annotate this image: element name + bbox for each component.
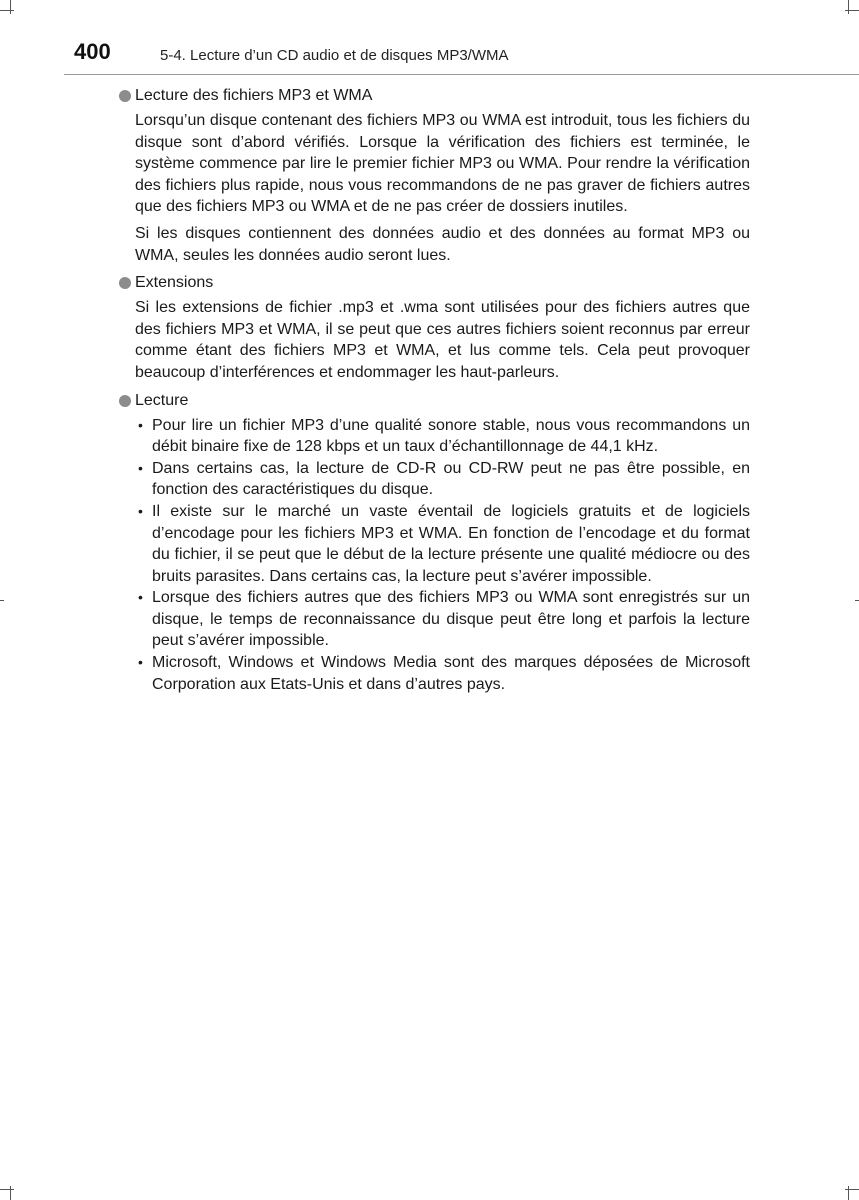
page-number: 400: [74, 39, 111, 64]
list-item: [135, 652, 750, 695]
paragraph: Si les extensions de fichier .mp3 et .wma sont utilisées pour des fichiers autres que des fichiers MP3 et WMA, il se peut que ces autres fichiers soient reconnus par erreur comme étant des fichiers MP3 et WMA, et lus comme tels. Cela peut provoquer beaucoup d’interférences et endommager les haut-parleurs.: [135, 299, 750, 381]
circle-bullet-icon: [119, 277, 131, 289]
heading-text: Extensions: [135, 274, 214, 292]
crop-mark-mid-right: [855, 600, 859, 601]
crop-mark-mid-left: [0, 600, 4, 601]
heading-text: Lecture: [135, 391, 189, 409]
list-item-text: Il existe sur le marché un vaste éventail de logiciels gratuits et de logiciels d’encodage pour les fichiers MP3 et WMA. En fonction de l’encodage et du format du fichier, il se peut que le début de la lecture présente une qualité médiocre ou des bruits parasites. Dans certains cas, la lecture peut s’avérer impossible.: [152, 502, 750, 585]
list-item: [135, 587, 750, 652]
bullet-icon: •: [138, 459, 143, 476]
crop-mark-bottom-right-h: [845, 1189, 859, 1190]
list-item-text: Pour lire un fichier MP3 d’une qualité sonore stable, nous vous recommandons un débit binaire fixe de 128 kbps et un taux d’échantillonnage de 44,1 kHz.: [152, 416, 750, 456]
section-heading-extensions: [118, 273, 758, 293]
section-heading-mp3-wma: [118, 86, 758, 106]
header-divider: [64, 74, 859, 75]
crop-mark-bottom-left-h: [0, 1189, 14, 1190]
list-item-text: Dans certains cas, la lecture de CD-R ou CD-RW peut ne pas être possible, en fonction des caractéristiques du disque.: [152, 459, 750, 499]
page-header: [0, 0, 859, 78]
list-item-text: Microsoft, Windows et Windows Media sont des marques déposées de Microsoft Corporation aux Etats-Unis et dans d’autres pays.: [152, 654, 750, 693]
paragraph: Si les disques contiennent des données audio et des données au format MP3 ou WMA, seules les données audio seront lues.: [135, 224, 750, 264]
heading-text: Lecture des fichiers MP3 et WMA: [135, 87, 373, 104]
page-content: [118, 86, 758, 695]
list-item: [135, 501, 750, 587]
section-title: 5-4. Lecture d’un CD audio et de disques MP3/WMA: [160, 47, 509, 64]
list-item: [135, 415, 750, 458]
list-item: [135, 458, 750, 501]
bullet-icon: •: [138, 502, 143, 519]
paragraph: Lorsqu’un disque contenant des fichiers MP3 ou WMA est introduit, tous les fichiers du disque sont d’abord vérifiés. Lorsque la vérification des fichiers est terminée, le système commence par lire le premier fichier MP3 ou WMA. Pour rendre la vérification des fichiers plus rapide, nous vous recommandons de ne pas graver de fichiers autres que des fichiers MP3 ou WMA et de ne pas créer de dossiers inutiles.: [135, 112, 750, 216]
bullet-icon: •: [138, 416, 143, 433]
bullet-icon: •: [138, 654, 143, 671]
bullet-icon: •: [138, 589, 143, 606]
lecture-list: [135, 415, 750, 696]
circle-bullet-icon: [119, 395, 131, 407]
circle-bullet-icon: [119, 90, 131, 102]
section-heading-lecture: [118, 391, 758, 411]
list-item-text: Lorsque des fichiers autres que des fichiers MP3 ou WMA sont enregistrés sur un disque, le temps de reconnaissance du disque peut être long et parfois la lecture peut s’avérer impossible.: [152, 589, 750, 650]
